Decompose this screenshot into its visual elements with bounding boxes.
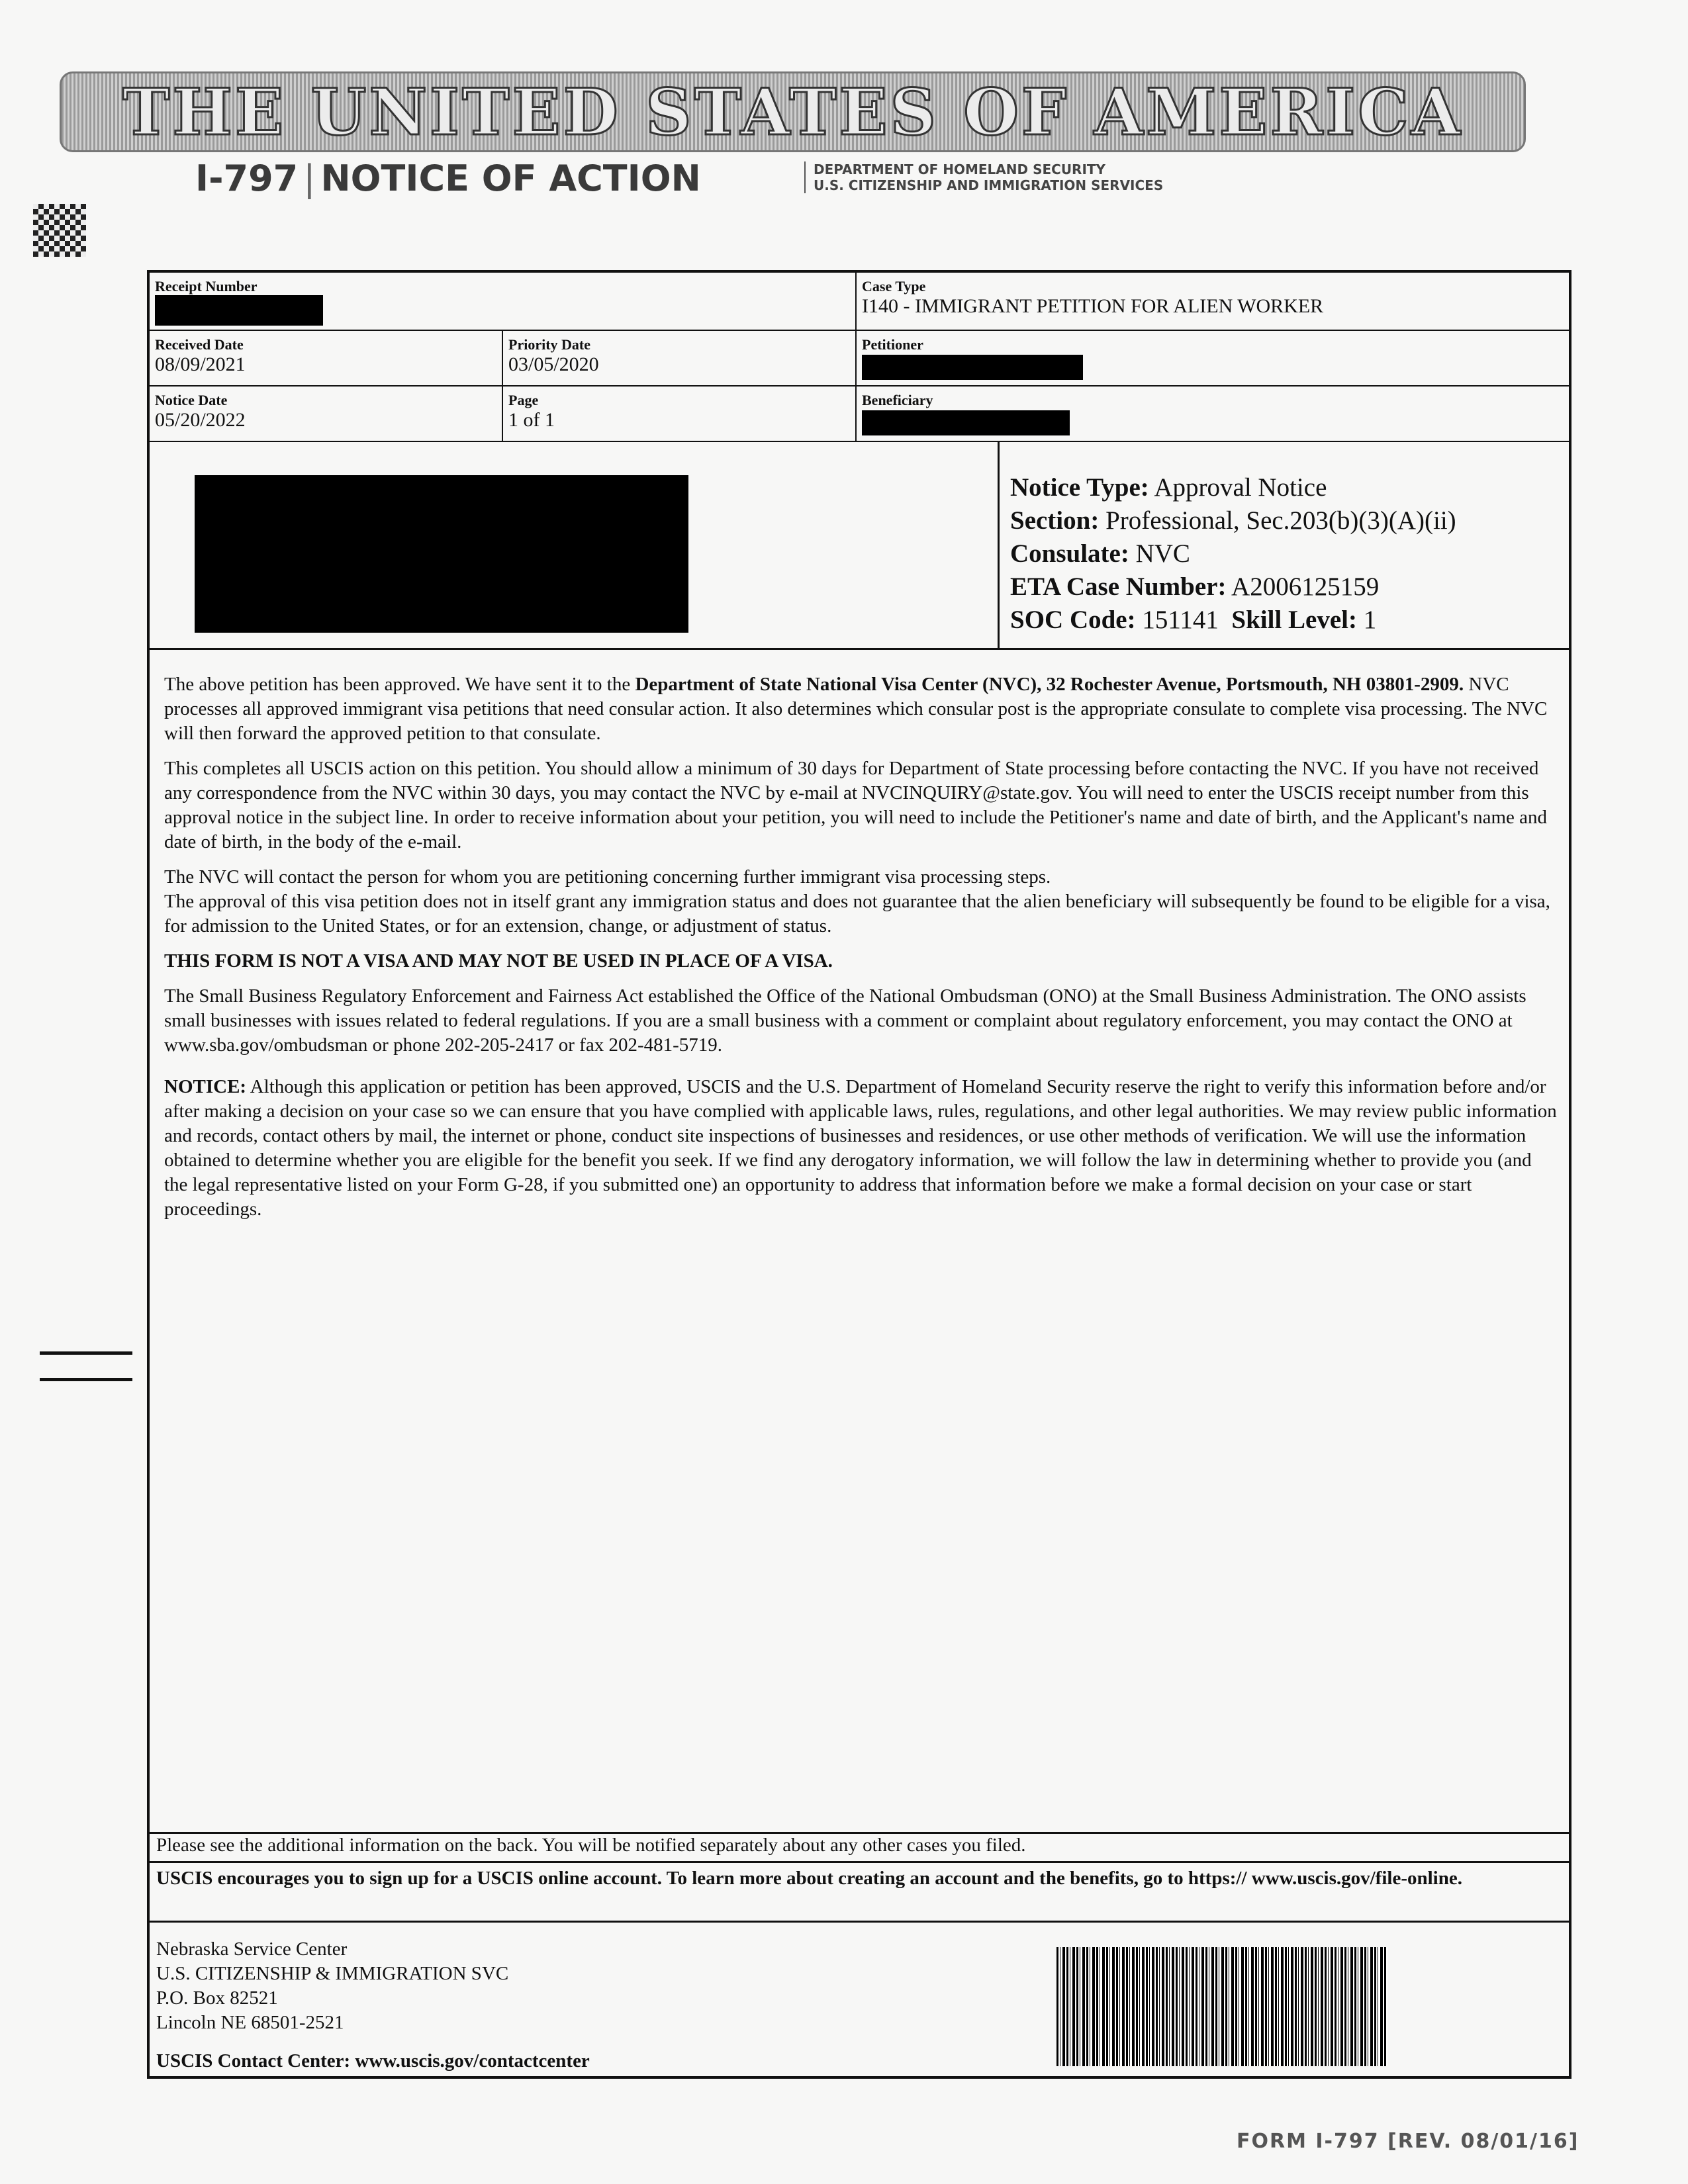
eta-case-value: A2006125159 <box>1231 572 1380 601</box>
paragraph-nvc-contact: The NVC will contact the person for whom you are petitioning concerning further immigrant visa processing steps. <box>164 866 1051 887</box>
footer-divider <box>150 1861 1569 1863</box>
notice-date-cell <box>150 387 503 442</box>
contact-center-text: USCIS Contact Center: www.uscis.gov/contactcenter <box>156 2050 590 2071</box>
consulate-label: Consulate: <box>1010 539 1129 568</box>
margin-mark <box>40 1378 132 1381</box>
agency-name: U.S. CITIZENSHIP AND IMMIGRATION SERVICES <box>814 177 1164 193</box>
banner-text: THE UNITED STATES OF AMERICA <box>122 74 1464 150</box>
received-date-label: Received Date <box>155 336 244 353</box>
case-type-value: I140 - IMMIGRANT PETITION FOR ALIEN WORKER <box>862 295 1324 317</box>
beneficiary-label: Beneficiary <box>862 392 933 408</box>
paragraph-not-a-visa: THIS FORM IS NOT A VISA AND MAY NOT BE USED IN PLACE OF A VISA. <box>164 950 833 972</box>
soc-code-value: 151141 <box>1142 606 1219 634</box>
priority-date-value: 03/05/2020 <box>508 353 599 375</box>
notice-date-value: 05/20/2022 <box>155 409 246 431</box>
section-label: Section: <box>1010 506 1100 535</box>
beneficiary-cell <box>857 387 1571 442</box>
qr-code-icon <box>33 204 86 257</box>
address-line: U.S. CITIZENSHIP & IMMIGRATION SVC <box>156 1963 509 1984</box>
paragraph-uscis-action: This completes all USCIS action on this petition. You should allow a minimum of 30 days for Department of State processing before contacting the NVC. If you have not received any correspondence from the NVC within 30 days, you may contact the NVC by e-mail at NVCINQUIRY@state.gov. You will need to enter the USCIS receipt number from this approval notice in the subject line. In order to receive information about your petition, you will need to include the Petitioner's name and date of birth, and the Applicant's name and date of birth, in the body of the e-mail. <box>164 758 1547 852</box>
redacted-mailing-address <box>195 475 688 633</box>
consulate-value: NVC <box>1135 539 1190 568</box>
form-name: NOTICE OF ACTION <box>320 158 701 199</box>
mailing-address-cell <box>150 442 1000 650</box>
department-block <box>804 161 1163 193</box>
form-revision: FORM I-797 [REV. 08/01/16] <box>1237 2130 1579 2153</box>
form-id: I-797 <box>195 158 299 199</box>
paragraph-approval-status: The approval of this visa petition does not in itself grant any immigration status and does not guarantee that the alien beneficiary will subsequently be found to be eligible for a visa, for admission to the United States, or for an extension, change, or adjustment of status. <box>164 891 1550 936</box>
approval-text-cont: NVC processes all approved immigrant visa petitions that need consular action. It also determines which consular post is the appropriate consulate to complete visa processing. The NVC will then forward the approved petition to that consulate. <box>164 674 1548 744</box>
notice-type-label: Notice Type: <box>1010 473 1149 502</box>
soc-code-label: SOC Code: <box>1010 606 1136 634</box>
service-center-address <box>156 1937 508 2035</box>
receipt-number-label: Receipt Number <box>155 278 258 295</box>
redacted-receipt-number <box>155 295 323 326</box>
received-date-cell <box>150 331 503 387</box>
address-line: Lincoln NE 68501-2521 <box>156 2012 344 2033</box>
address-line: Nebraska Service Center <box>156 1938 348 1960</box>
petitioner-label: Petitioner <box>862 336 923 353</box>
page-value: 1 of 1 <box>508 409 555 431</box>
online-account-text: USCIS encourages you to sign up for a USCIS online account. To learn more about creating an account and the benefits, go to https:// www.uscis.gov/file-online. <box>156 1868 1462 1889</box>
barcode-icon <box>1056 1947 1387 2066</box>
receipt-number-cell <box>150 273 857 331</box>
additional-info-text: Please see the additional information on the back. You will be notified separately about any other cases you filed. <box>156 1835 1026 1856</box>
page-label: Page <box>508 392 539 408</box>
paragraph-ombudsman: The Small Business Regulatory Enforcement and Fairness Act established the Office of the National Ombudsman (ONO) at the Small Business Administration. The ONO assists small businesses with issues related to federal regulations. If you are a small business with a comment or complaint about regulatory enforcement, you may contact the ONO at www.sba.gov/ombudsman or phone 202-205-2417 or fax 202-481-5719. <box>164 985 1526 1056</box>
section-value: Professional, Sec.203(b)(3)(A)(ii) <box>1105 506 1456 535</box>
case-type-cell <box>857 273 1571 331</box>
received-date-value: 08/09/2021 <box>155 353 246 375</box>
skill-level-label: Skill Level: <box>1231 606 1357 634</box>
notice-body <box>164 672 1560 1232</box>
redacted-beneficiary <box>862 410 1070 435</box>
form-title <box>195 158 701 199</box>
nvc-address: Department of State National Visa Center (NVC), 32 Rochester Avenue, Portsmouth, NH 03801-2909. <box>635 674 1464 695</box>
paragraph-notice <box>164 1075 1560 1222</box>
notice-form <box>147 270 1571 2079</box>
address-line: P.O. Box 82521 <box>156 1987 278 2009</box>
paragraph-approval <box>164 672 1560 746</box>
title-divider: | <box>303 158 316 199</box>
notice-date-label: Notice Date <box>155 392 228 408</box>
notice-text: Although this application or petition has been approved, USCIS and the U.S. Department of Homeland Security reserve the right to verify this information before and/or after making a decision on your case so we can ensure that you have complied with applicable laws, rules, regulations, and other legal authorities. We may review public information and records, contact others by mail, the internet or phone, conduct site inspections of businesses and residences, or use other methods of verification. We will use the information obtained to determine whether you are eligible for the benefit you seek. If we find any derogatory information, we will follow the law in determining whether to provide you (and the legal representative listed on your Form G-28, if you submitted one) an opportunity to address that information before we make a formal decision on your case or start proceedings. <box>164 1076 1557 1220</box>
notice-label: NOTICE: <box>164 1076 247 1097</box>
case-type-label: Case Type <box>862 278 926 295</box>
page-cell <box>503 387 857 442</box>
department-name: DEPARTMENT OF HOMELAND SECURITY <box>814 161 1106 177</box>
footer-divider <box>150 1921 1569 1923</box>
notice-type-value: Approval Notice <box>1154 473 1327 502</box>
priority-date-label: Priority Date <box>508 336 590 353</box>
approval-text: The above petition has been approved. We have sent it to the <box>164 674 635 695</box>
margin-mark <box>40 1351 132 1355</box>
priority-date-cell <box>503 331 857 387</box>
header-banner <box>60 71 1526 152</box>
skill-level-value: 1 <box>1363 606 1377 634</box>
redacted-petitioner <box>862 355 1083 380</box>
eta-case-label: ETA Case Number: <box>1010 572 1227 601</box>
footer-divider <box>150 1832 1569 1834</box>
notice-details <box>1010 471 1456 637</box>
petitioner-cell <box>857 331 1571 387</box>
